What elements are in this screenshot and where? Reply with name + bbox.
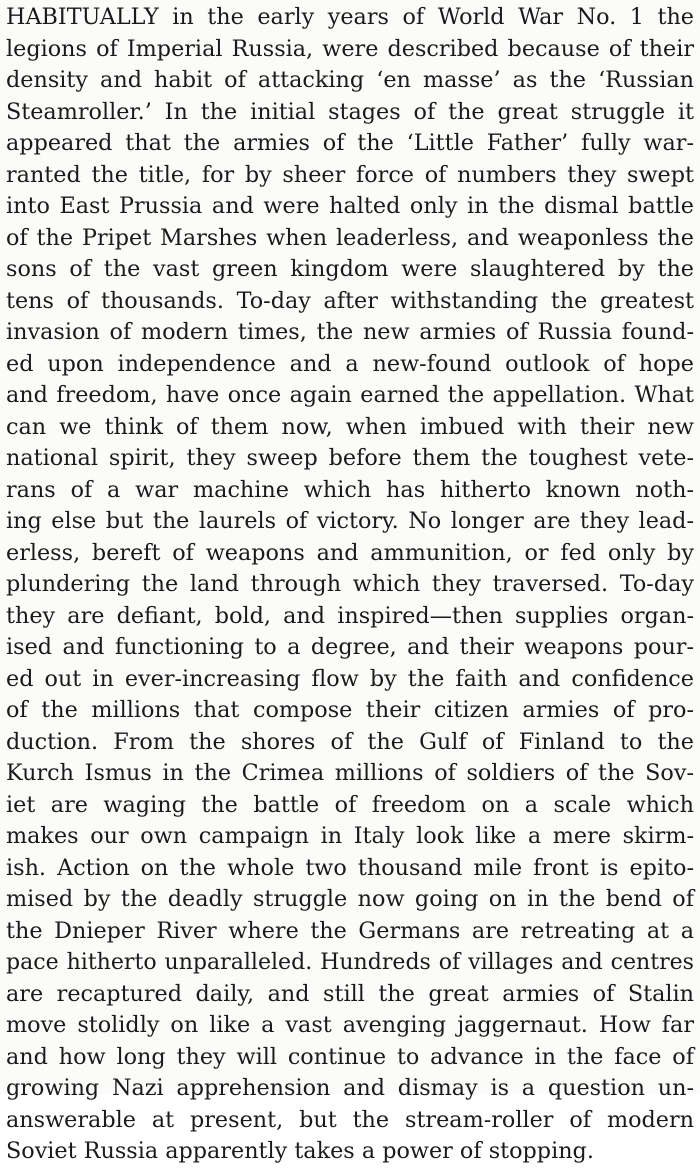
text-line: HABITUALLY in the early years of World War No. 1 the xyxy=(6,4,694,30)
text-line: Kurch Ismus in the Crimea millions of soldiers of the Sov- xyxy=(6,760,694,786)
text-line: Steamroller.’ In the initial stages of the great struggle it xyxy=(6,98,694,125)
text-line: national spirit, they sweep before them the toughest vete- xyxy=(6,445,694,471)
text-line: can we think of them now, when imbued with their new xyxy=(6,413,694,440)
text-line: pace hitherto unparalleled. Hundreds of villages and centres xyxy=(6,950,694,975)
text-line: of the Pripet Marshes when leaderless, and weaponless the xyxy=(6,224,694,251)
text-line: tens of thousands. To-day after withstanding the greatest xyxy=(6,287,694,314)
text-line: ing else but the laurels of victory. No longer are they lead- xyxy=(6,508,694,534)
text-line: ed out in ever-increasing flow by the faith and confidence xyxy=(6,665,694,692)
text-line: sons of the vast green kingdom were slaughtered by the xyxy=(6,256,694,282)
text-line: Soviet Russia apparently takes a power of stopping. xyxy=(6,1138,594,1164)
text-line: duction. From the shores of the Gulf of Finland to the xyxy=(6,728,694,755)
text-line: makes our own campaign in Italy look like a mere skirm- xyxy=(6,823,694,849)
text-line: invasion of modern times, the new armies of Russia found- xyxy=(6,319,694,345)
text-line: density and habit of attacking ‘en masse’ as the ‘Russian xyxy=(6,67,694,93)
text-line: ranted the title, for by sheer force of numbers they swept xyxy=(6,161,694,188)
text-line: answerable at present, but the stream-roller of modern xyxy=(6,1106,694,1133)
text-line: they are defiant, bold, and inspired—then supplies organ- xyxy=(6,602,694,629)
text-line: and how long they will continue to advance in the face of xyxy=(6,1043,694,1070)
text-line: of the millions that compose their citizen armies of pro- xyxy=(6,697,694,723)
text-line: iet are waging the battle of freedom on a scale which xyxy=(6,791,694,818)
text-line: ish. Action on the whole two thousand mile front is epito- xyxy=(6,854,694,881)
text-line: legions of Imperial Russia, were described because of their xyxy=(6,35,694,62)
text-line: are recaptured daily, and still the great armies of Stalin xyxy=(6,980,694,1007)
text-line: ed upon independence and a new-found outlook of hope xyxy=(6,350,694,377)
text-line: appeared that the armies of the ‘Little Father’ fully war- xyxy=(6,130,694,156)
text-line: move stolidly on like a vast avenging jaggernaut. How far xyxy=(6,1012,694,1038)
text-line: the Dnieper River where the Germans are retreating at a xyxy=(6,917,694,944)
text-line: rans of a war machine which has hitherto known noth- xyxy=(6,476,694,503)
text-line: and freedom, have once again earned the appellation. What xyxy=(6,382,694,408)
text-line: growing Nazi apprehension and dismay is a question un- xyxy=(6,1075,694,1101)
text-line: mised by the deadly struggle now going on in the bend of xyxy=(6,886,694,912)
text-line: erless, bereft of weapons and ammunition, or fed only by xyxy=(6,539,694,566)
text-line: ised and functioning to a degree, and their weapons pour- xyxy=(6,634,694,660)
text-line: plundering the land through which they traversed. To-day xyxy=(6,571,694,597)
article-body xyxy=(6,2,694,1168)
text-line: into East Prussia and were halted only in the dismal battle xyxy=(6,193,694,219)
